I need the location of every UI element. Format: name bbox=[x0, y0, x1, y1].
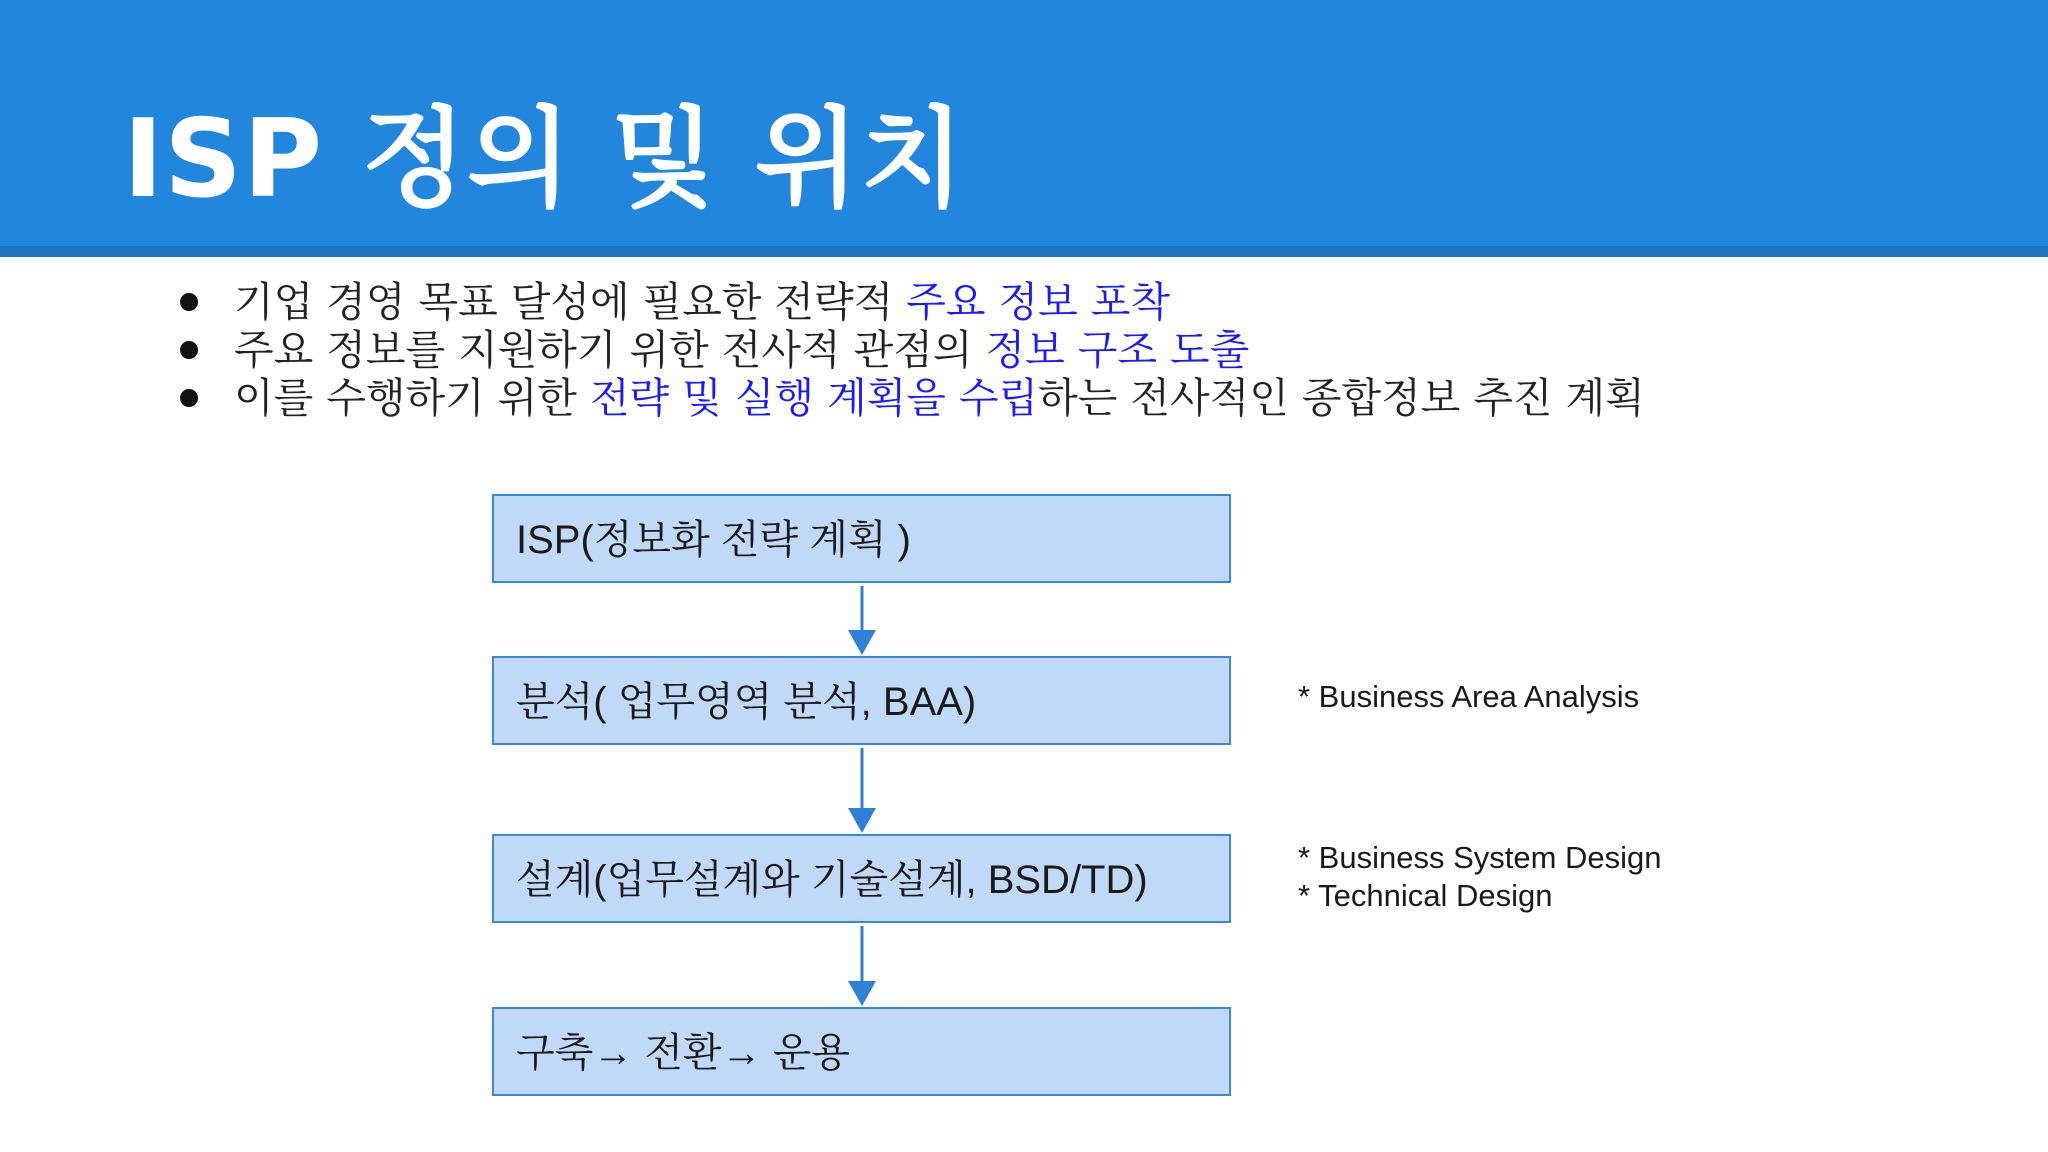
flow-step-isp: ISP(정보화 전략 계획 ) bbox=[492, 494, 1231, 583]
bullet-text-tail: 하는 전사적인 종합정보 추진 계획 bbox=[1038, 374, 1645, 422]
note-baa: * Business Area Analysis bbox=[1298, 679, 1640, 714]
flow-step-build: 구축→ 전환→ 운용 bbox=[492, 1007, 1231, 1096]
slide-title: ISP 정의 및 위치 bbox=[123, 97, 966, 222]
flow-arrowhead-1 bbox=[848, 630, 876, 655]
flow-step-design: 설계(업무설계와 기술설계, BSD/TD) bbox=[492, 834, 1231, 923]
flow-arrowhead-2 bbox=[848, 808, 876, 833]
note-td: * Technical Design bbox=[1298, 878, 1553, 913]
flow-step-analysis: 분석( 업무영역 분석, BAA) bbox=[492, 656, 1231, 745]
flow-arrowhead-3 bbox=[848, 981, 876, 1006]
bullet-highlight: 전략 및 실행 계획을 수립 bbox=[589, 374, 1039, 422]
bullet-highlight: 주요 정보 포착 bbox=[906, 278, 1170, 326]
bullet-text: 기업 경영 목표 달성에 필요한 전략적 bbox=[234, 278, 907, 326]
note-bsd: * Business System Design bbox=[1298, 840, 1662, 875]
bullet-text: 주요 정보를 지원하기 위한 전사적 관점의 bbox=[234, 326, 986, 374]
bullet-text: 이를 수행하기 위한 bbox=[234, 374, 590, 422]
bullet-highlight: 정보 구조 도출 bbox=[985, 326, 1250, 374]
